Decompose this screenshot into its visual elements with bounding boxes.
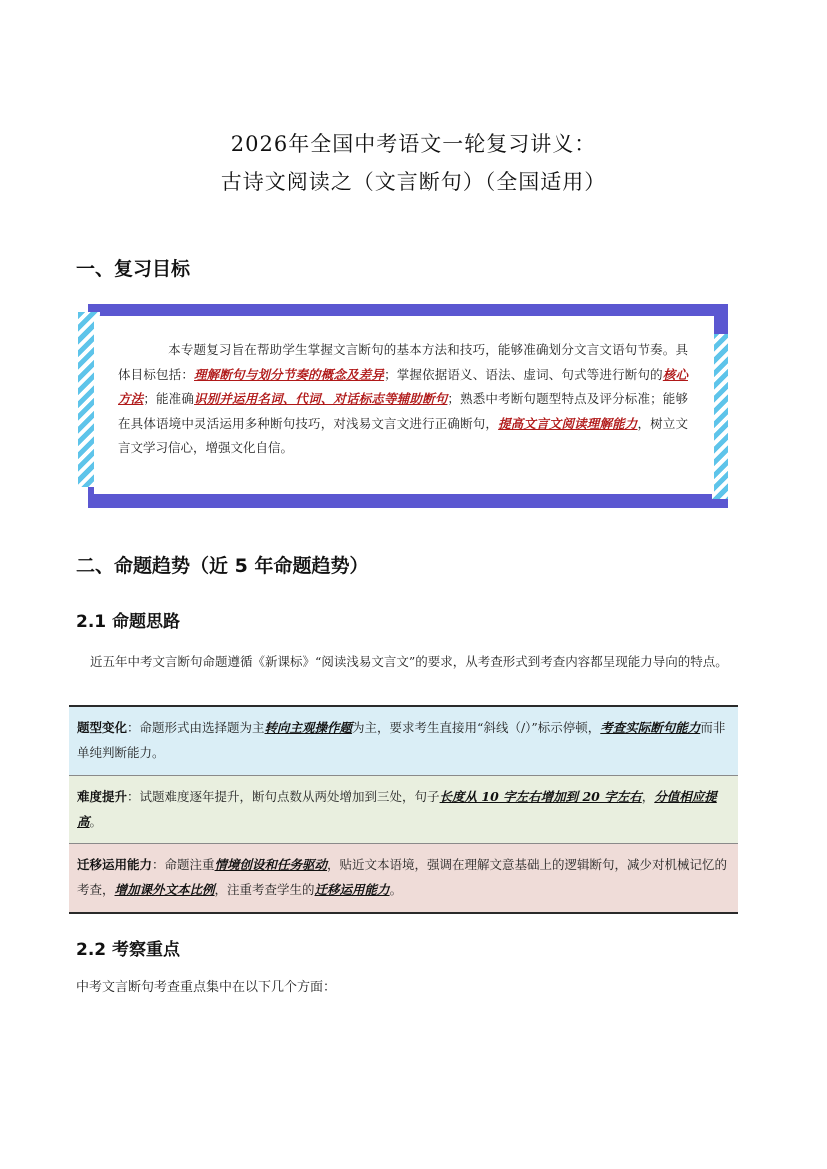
key-points-intro: 中考文言断句考查重点集中在以下几个方面： bbox=[76, 980, 337, 995]
goals-text-part: ；熟悉中考断句题型特点及评分标准；能够在具体语境中灵活运用多种断句技巧，对浅易文言文进行正确断句， bbox=[118, 391, 688, 431]
goals-text bbox=[94, 316, 714, 494]
trend-row-emphasis: 转向主观操作题 bbox=[264, 720, 353, 735]
trend-row-text: ：试题难度逐年提升，断句点数从两处增加到三处，句子 bbox=[127, 789, 440, 804]
goals-text-part: ；能准确 bbox=[143, 391, 195, 406]
trend-row-label: 迁移运用能力 bbox=[77, 857, 153, 872]
trend-row-emphasis: 增加课外文本比例 bbox=[114, 882, 215, 897]
goals-highlight: 核心方法 bbox=[118, 366, 688, 406]
trend-row-emphasis: 长度从 10 字左右增加到 20 字左右 bbox=[439, 789, 642, 804]
trend-row-emphasis: 分值相应提高 bbox=[77, 789, 717, 829]
trend-row-text: ，注重考查学生的 bbox=[214, 882, 315, 897]
section-heading-trends: 二、命题趋势（近 5 年命题趋势） bbox=[76, 555, 369, 577]
goals-text-part: ；掌握依据语义、语法、虚词、句式等进行断句的 bbox=[384, 366, 663, 382]
trend-row-difficulty bbox=[69, 776, 738, 844]
trend-row-emphasis: 考查实际断句能力 bbox=[600, 720, 701, 735]
subheading-proposition-idea: 2.1 命题思路 bbox=[76, 612, 181, 632]
trend-row-emphasis: 情境创设和任务驱动 bbox=[214, 857, 328, 872]
trend-row-text: 。 bbox=[389, 882, 403, 897]
trends-intro-paragraph: 近五年中考文言断句命题遵循《新课标》“阅读浅易文言文”的要求，从考查形式到考查内容都呈现能力导向的特点。 bbox=[90, 654, 728, 669]
goals-highlight: 提高文言文阅读理解能力 bbox=[498, 415, 638, 431]
trend-row-text: 而非单纯判断能力。 bbox=[77, 720, 726, 760]
trend-row-text: ：命题注重 bbox=[152, 857, 215, 872]
trend-row-text: 为主，要求考生直接用“斜线（/）”标示停顿， bbox=[352, 720, 601, 735]
trend-row-label: 题型变化 bbox=[77, 720, 128, 735]
goals-box-stripe-right bbox=[712, 334, 728, 499]
trend-row-text: 。 bbox=[89, 814, 103, 829]
document-title-line1: 2026年全国中考语文一轮复习讲义： bbox=[230, 132, 597, 156]
document-title-line2: 古诗文阅读之（文言断句）（全国适用） bbox=[220, 170, 607, 194]
goals-highlight: 理解断句与划分节奏的概念及差异 bbox=[194, 366, 385, 382]
subheading-key-points: 2.2 考察重点 bbox=[76, 940, 181, 960]
section-heading-goals: 一、复习目标 bbox=[76, 258, 191, 280]
goals-box bbox=[78, 304, 728, 508]
trend-row-emphasis: 迁移运用能力 bbox=[314, 882, 390, 897]
trend-row-text: ：命题形式由选择题为主 bbox=[127, 720, 265, 735]
goals-text-part: ，树立文言文学习信心，增强文化自信。 bbox=[118, 415, 688, 455]
trend-row-question-type bbox=[69, 705, 738, 776]
trend-row-transfer-ability bbox=[69, 844, 738, 914]
goals-text-part: 本专题复习旨在帮助学生掌握文言断句的基本方法和技巧，能够准确划分文言文语句节奏。具体目标包括： bbox=[118, 342, 688, 382]
goals-highlight: 识别并运用名词、代词、对话标志等辅助断句 bbox=[194, 391, 448, 406]
trend-row-text: ，贴近文本语境，强调在理解文意基础上的逻辑断句，减少对机械记忆的考查， bbox=[77, 857, 728, 897]
trend-row-label: 难度提升 bbox=[77, 789, 128, 804]
trend-row-text: ， bbox=[641, 789, 655, 804]
